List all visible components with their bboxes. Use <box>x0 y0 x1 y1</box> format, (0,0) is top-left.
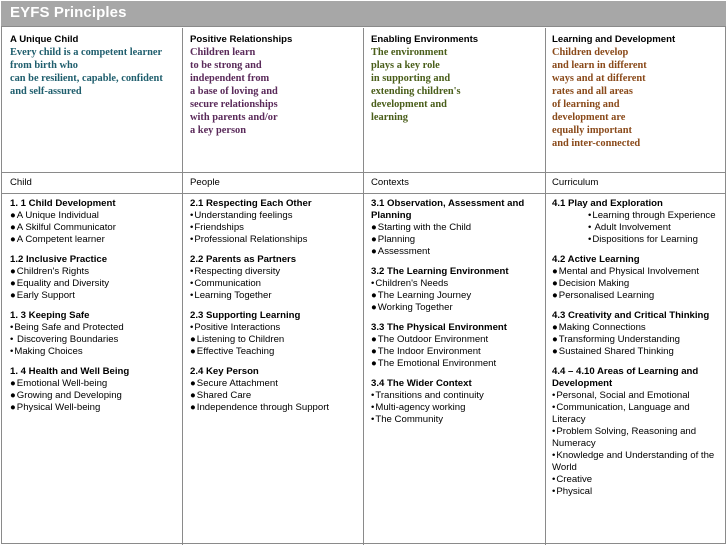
bullet-icon: • <box>10 346 14 357</box>
bullet-icon: ● <box>371 234 377 245</box>
principle-section <box>552 254 722 302</box>
bullet-icon: ● <box>10 378 16 389</box>
list-item <box>371 358 541 370</box>
list-item-text: A Skilful Communicator <box>16 222 116 233</box>
list-item <box>552 486 722 498</box>
bullet-icon: ● <box>190 346 196 357</box>
list-item-text: Children's Needs <box>375 278 449 289</box>
list-item-text: Starting with the Child <box>377 222 472 233</box>
section-title: 1. 4 Health and Well Being <box>10 366 130 377</box>
bullet-icon: ● <box>10 390 16 401</box>
section-title: 2.4 Key Person <box>190 366 259 377</box>
title-bar <box>1 1 726 27</box>
bullet-icon: • <box>588 222 592 233</box>
bullet-icon: • <box>371 414 375 425</box>
list-item <box>371 402 541 414</box>
section-title: 2.3 Supporting Learning <box>190 310 301 321</box>
category-label: Child <box>10 177 32 188</box>
list-item <box>10 322 180 334</box>
section-title: 1. 3 Keeping Safe <box>10 310 90 321</box>
principle-section <box>371 378 541 426</box>
list-item-text: Transforming Understanding <box>558 334 681 345</box>
category-label: Contexts <box>371 177 409 188</box>
list-item-text: Problem Solving, Reasoning and Numeracy <box>552 426 697 449</box>
list-item <box>10 278 180 290</box>
list-item <box>190 346 361 358</box>
section-title: 4.1 Play and Exploration <box>552 198 663 209</box>
bullet-icon: ● <box>552 322 558 333</box>
principle-section <box>10 254 180 302</box>
bullet-icon: • <box>371 402 375 413</box>
principle-section <box>552 366 722 498</box>
bullet-icon: • <box>371 278 375 289</box>
list-item-text: Making Connections <box>558 322 646 333</box>
bullet-icon: ● <box>552 290 558 301</box>
list-item <box>190 402 361 414</box>
list-item-text: Multi-agency working <box>375 402 466 413</box>
list-item-text: Growing and Developing <box>16 390 122 401</box>
list-item-text: The Emotional Environment <box>377 358 497 369</box>
list-item <box>10 402 180 414</box>
list-item-text: Friendships <box>194 222 244 233</box>
bullet-icon: • <box>190 322 194 333</box>
bullet-icon: • <box>552 390 556 401</box>
list-item <box>190 278 361 290</box>
list-item-text: A Competent learner <box>16 234 105 245</box>
column-heading: A Unique Child <box>10 34 79 45</box>
section-title: 2.1 Respecting Each Other <box>190 198 312 209</box>
bullet-icon: • <box>190 290 194 301</box>
list-item <box>552 474 722 486</box>
detail-cell-child <box>10 198 180 422</box>
list-item-text: The Outdoor Environment <box>377 334 489 345</box>
list-item-text: Dispositions for Learning <box>592 234 698 245</box>
column-description: Children develop and learn in different ways and at different rates and all areas of learning and development are equally important and inter-connected <box>552 47 647 149</box>
category-label: People <box>190 177 220 188</box>
bullet-icon: ● <box>190 402 196 413</box>
section-title: 3.1 Observation, Assessment and Planning <box>371 198 525 221</box>
list-item-text: Positive Interactions <box>194 322 281 333</box>
list-item <box>190 234 361 246</box>
list-item <box>552 402 722 426</box>
list-item-text: Sustained Shared Thinking <box>558 346 674 357</box>
list-item-text: Personal, Social and Emotional <box>556 390 690 401</box>
bullet-icon: ● <box>552 278 558 289</box>
list-item-text: Children's Rights <box>16 266 90 277</box>
bullet-icon: • <box>190 278 194 289</box>
list-item-text: Creative <box>556 474 593 485</box>
bullet-icon: • <box>552 486 556 497</box>
bullet-icon: ● <box>371 302 377 313</box>
bullet-icon: • <box>588 234 592 245</box>
list-item <box>10 234 180 246</box>
list-item <box>552 222 722 234</box>
bullet-icon: • <box>552 450 556 461</box>
list-item-text: Transitions and continuity <box>375 390 484 401</box>
section-title: 4.2 Active Learning <box>552 254 640 265</box>
list-item-text: Adult Involvement <box>592 222 671 233</box>
section-title: 4.4 – 4.10 Areas of Learning and Development <box>552 366 699 389</box>
list-item <box>190 334 361 346</box>
list-item <box>10 210 180 222</box>
principle-section <box>552 198 722 246</box>
list-item <box>371 246 541 258</box>
principle-section <box>371 322 541 370</box>
bullet-icon: ● <box>10 210 16 221</box>
list-item <box>10 222 180 234</box>
principle-section <box>371 198 541 258</box>
list-item-text: Communication <box>194 278 262 289</box>
header-cell-learning-development <box>552 33 724 150</box>
list-item <box>10 378 180 390</box>
column-heading: Enabling Environments <box>371 34 479 45</box>
bullet-icon: • <box>588 210 592 221</box>
list-item-text: Being Safe and Protected <box>14 322 124 333</box>
bullet-icon: • <box>10 322 14 333</box>
list-item-text: Early Support <box>16 290 75 301</box>
list-item <box>371 334 541 346</box>
detail-cell-contexts <box>371 198 541 434</box>
row-divider <box>1 193 726 194</box>
bullet-icon: ● <box>552 346 558 357</box>
principle-section <box>10 198 180 246</box>
principle-section <box>190 310 361 358</box>
list-item <box>552 266 722 278</box>
list-item <box>552 426 722 450</box>
principle-section <box>552 310 722 358</box>
header-cell-unique-child <box>10 33 182 98</box>
column-heading: Positive Relationships <box>190 34 293 45</box>
list-item <box>371 414 541 426</box>
bullet-icon: ● <box>10 266 16 277</box>
bullet-icon: ● <box>371 358 377 369</box>
column-divider <box>363 28 364 545</box>
section-title: 1.2 Inclusive Practice <box>10 254 108 265</box>
list-item <box>552 234 722 246</box>
column-description: The environment plays a key role in supporting and extending children's development and learning <box>371 47 461 123</box>
list-item <box>552 334 722 346</box>
header-cell-positive-relationships <box>190 33 362 137</box>
principle-section <box>190 254 361 302</box>
section-title: 3.2 The Learning Environment <box>371 266 509 277</box>
list-item-text: Equality and Diversity <box>16 278 110 289</box>
bullet-icon: ● <box>371 246 377 257</box>
section-title: 4.3 Creativity and Critical Thinking <box>552 310 710 321</box>
list-item <box>552 210 722 222</box>
list-item <box>190 390 361 402</box>
list-item-text: Emotional Well-being <box>16 378 108 389</box>
bullet-icon: • <box>190 234 194 245</box>
list-item <box>10 266 180 278</box>
list-item <box>552 450 722 474</box>
list-item-text: A Unique Individual <box>16 210 99 221</box>
bullet-icon: ● <box>10 278 16 289</box>
list-item <box>190 322 361 334</box>
bullet-icon: • <box>371 390 375 401</box>
bullet-icon: ● <box>552 266 558 277</box>
header-cell-enabling-environments <box>371 33 543 124</box>
category-label: Curriculum <box>552 177 599 188</box>
list-item-text: Mental and Physical Involvement <box>558 266 700 277</box>
list-item-text: Shared Care <box>196 390 252 401</box>
list-item-text: Assessment <box>377 246 431 257</box>
list-item-text: Effective Teaching <box>196 346 275 357</box>
list-item <box>190 222 361 234</box>
list-item-text: Physical <box>556 486 593 497</box>
list-item <box>552 346 722 358</box>
list-item-text: Listening to Children <box>196 334 285 345</box>
list-item <box>371 290 541 302</box>
bullet-icon: • <box>190 266 194 277</box>
list-item-text: Planning <box>377 234 416 245</box>
bullet-icon: ● <box>190 334 196 345</box>
bullet-icon: ● <box>10 290 16 301</box>
list-item-text: Discovering Boundaries <box>14 334 119 345</box>
detail-cell-people <box>190 198 361 422</box>
principle-section <box>10 310 180 358</box>
list-item-text: Knowledge and Understanding of the World <box>552 450 715 473</box>
list-item-text: Secure Attachment <box>196 378 278 389</box>
list-item <box>371 278 541 290</box>
bullet-icon: ● <box>190 390 196 401</box>
list-item-text: Decision Making <box>558 278 630 289</box>
bullet-icon: ● <box>552 334 558 345</box>
list-item <box>190 290 361 302</box>
list-item-text: The Learning Journey <box>377 290 472 301</box>
list-item-text: Independence through Support <box>196 402 330 413</box>
bullet-icon: ● <box>371 222 377 233</box>
list-item <box>10 334 180 346</box>
list-item <box>552 290 722 302</box>
list-item <box>371 302 541 314</box>
bullet-icon: ● <box>371 334 377 345</box>
bullet-icon: • <box>190 222 194 233</box>
principle-section <box>190 366 361 414</box>
column-description: Every child is a competent learner from birth who can be resilient, capable, confident and self-assured <box>10 47 163 97</box>
list-item-text: Learning through Experience <box>592 210 716 221</box>
bullet-icon: • <box>552 402 556 413</box>
list-item <box>10 346 180 358</box>
list-item-text: Physical Well-being <box>16 402 101 413</box>
column-divider <box>545 28 546 545</box>
list-item-text: Making Choices <box>14 346 83 357</box>
list-item <box>371 346 541 358</box>
list-item <box>190 378 361 390</box>
detail-cell-curriculum <box>552 198 722 506</box>
column-divider <box>182 28 183 545</box>
principle-section <box>371 266 541 314</box>
list-item-text: Understanding feelings <box>194 210 293 221</box>
list-item-text: Personalised Learning <box>558 290 655 301</box>
bullet-icon: ● <box>371 290 377 301</box>
list-item <box>190 266 361 278</box>
list-item <box>552 278 722 290</box>
bullet-icon: • <box>552 426 556 437</box>
bullet-icon: • <box>190 210 194 221</box>
bullet-icon: • <box>552 474 556 485</box>
list-item <box>371 390 541 402</box>
bullet-icon: ● <box>10 402 16 413</box>
bullet-icon: ● <box>190 378 196 389</box>
list-item-text: Communication, Language and Literacy <box>552 402 690 425</box>
section-title: 3.3 The Physical Environment <box>371 322 507 333</box>
principle-section <box>10 366 180 414</box>
section-title: 3.4 The Wider Context <box>371 378 472 389</box>
bullet-icon: • <box>10 334 14 345</box>
list-item <box>190 210 361 222</box>
section-title: 2.2 Parents as Partners <box>190 254 297 265</box>
bullet-icon: ● <box>10 222 16 233</box>
list-item-text: Working Together <box>377 302 453 313</box>
list-item <box>371 222 541 234</box>
column-heading: Learning and Development <box>552 34 676 45</box>
section-title: 1. 1 Child Development <box>10 198 116 209</box>
bullet-icon: ● <box>371 346 377 357</box>
list-item <box>371 234 541 246</box>
bullet-icon: ● <box>10 234 16 245</box>
column-description: Children learn to be strong and independent from a base of loving and secure relationships with parents and/or a key person <box>190 47 278 136</box>
row-divider <box>1 172 726 173</box>
list-item-text: The Community <box>375 414 444 425</box>
list-item-text: Respecting diversity <box>194 266 281 277</box>
page-title: EYFS Principles <box>10 4 127 21</box>
list-item-text: Learning Together <box>194 290 272 301</box>
list-item <box>552 390 722 402</box>
list-item <box>10 290 180 302</box>
list-item <box>10 390 180 402</box>
list-item-text: Professional Relationships <box>194 234 308 245</box>
principle-section <box>190 198 361 246</box>
list-item <box>552 322 722 334</box>
list-item-text: The Indoor Environment <box>377 346 481 357</box>
